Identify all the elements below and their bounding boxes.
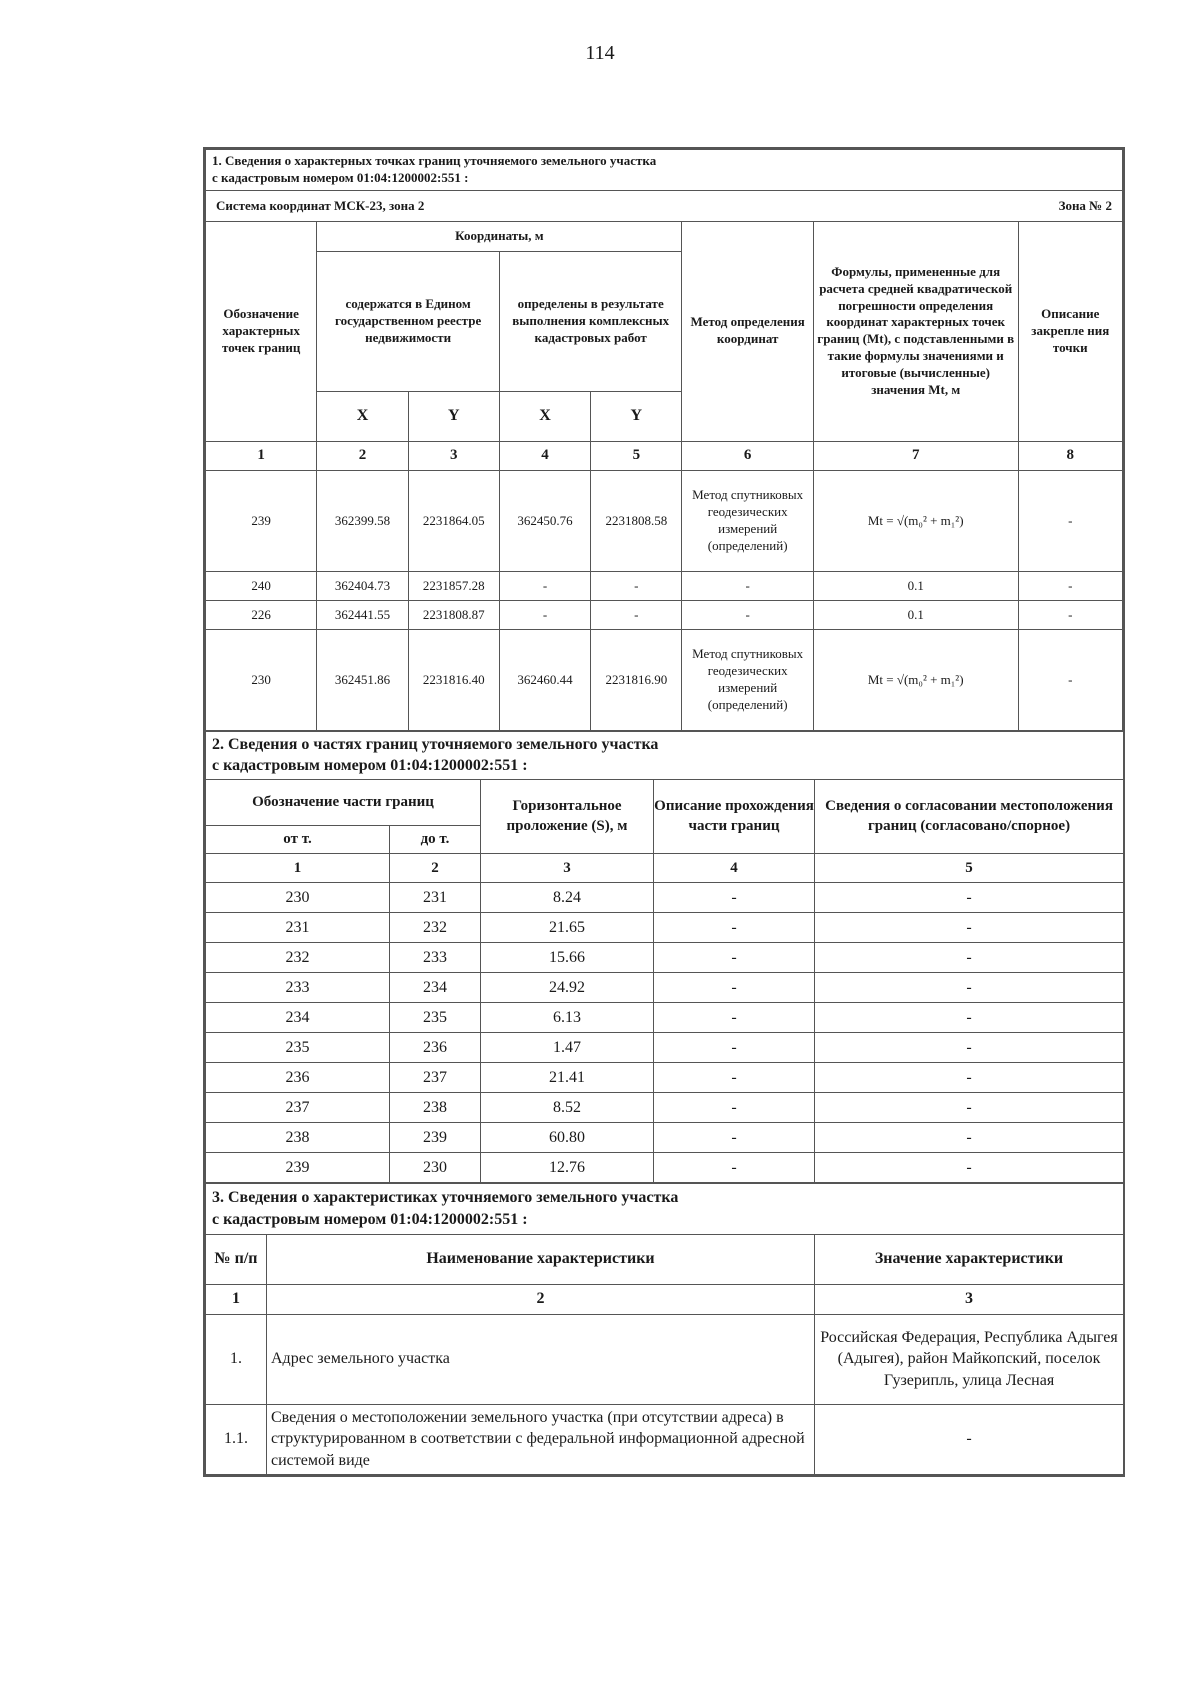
x-determined: - bbox=[499, 600, 590, 629]
to-point: 232 bbox=[390, 913, 481, 943]
section2-title-line2: с кадастровым номером 01:04:1200002:551 : bbox=[212, 756, 528, 774]
description: - bbox=[654, 973, 815, 1003]
to-point: 238 bbox=[390, 1093, 481, 1123]
col-number: 2 bbox=[267, 1284, 815, 1314]
characteristics-table bbox=[205, 1183, 1124, 1474]
x-registry: 362404.73 bbox=[317, 571, 408, 600]
section3-title bbox=[206, 1184, 1124, 1234]
header-coords: Координаты, м bbox=[317, 221, 682, 251]
from-point: 232 bbox=[206, 943, 390, 973]
to-point: 235 bbox=[390, 1003, 481, 1033]
table-row bbox=[206, 1093, 1124, 1123]
header-x1: X bbox=[317, 391, 408, 441]
y-registry: 2231864.05 bbox=[408, 470, 499, 571]
char-name: Адрес земельного участка bbox=[267, 1314, 815, 1404]
table-row bbox=[206, 883, 1124, 913]
table-row bbox=[206, 1033, 1124, 1063]
description: - bbox=[654, 1033, 815, 1063]
x-determined: 362450.76 bbox=[499, 470, 590, 571]
col-number: 6 bbox=[682, 441, 813, 470]
char-value: - bbox=[815, 1404, 1124, 1474]
col-number: 5 bbox=[815, 854, 1124, 883]
col-number: 2 bbox=[317, 441, 408, 470]
method: Метод спутниковых геодезических измерений (определений) bbox=[682, 629, 813, 730]
agreement: - bbox=[815, 1153, 1124, 1183]
agreement: - bbox=[815, 913, 1124, 943]
method: - bbox=[682, 571, 813, 600]
length: 60.80 bbox=[481, 1123, 654, 1153]
header-determined: определены в результате выполнения комплексных кадастровых работ bbox=[499, 251, 682, 391]
from-point: 231 bbox=[206, 913, 390, 943]
fixing: - bbox=[1018, 571, 1122, 600]
from-point: 233 bbox=[206, 973, 390, 1003]
agreement: - bbox=[815, 1003, 1124, 1033]
header-name: Наименование характеристики bbox=[267, 1234, 815, 1284]
header-value: Значение характеристики bbox=[815, 1234, 1124, 1284]
from-point: 235 bbox=[206, 1033, 390, 1063]
to-point: 230 bbox=[390, 1153, 481, 1183]
x-registry: 362399.58 bbox=[317, 470, 408, 571]
section3-title-line2: с кадастровым номером 01:04:1200002:551 : bbox=[212, 1210, 528, 1228]
method: Метод спутниковых геодезических измерений (определений) bbox=[682, 470, 813, 571]
agreement: - bbox=[815, 943, 1124, 973]
y-determined: - bbox=[591, 600, 682, 629]
header-agreement: Сведения о согласовании местоположения границ (согласовано/спорное) bbox=[815, 780, 1124, 854]
description: - bbox=[654, 1123, 815, 1153]
x-registry: 362441.55 bbox=[317, 600, 408, 629]
header-x2: X bbox=[499, 391, 590, 441]
from-point: 236 bbox=[206, 1063, 390, 1093]
fixing: - bbox=[1018, 470, 1122, 571]
table-row bbox=[206, 571, 1123, 600]
header-part: Обозначение части границ bbox=[206, 780, 481, 826]
col-number: 3 bbox=[408, 441, 499, 470]
table-row bbox=[206, 1314, 1124, 1404]
zone-label: Зона № 2 bbox=[1058, 197, 1112, 213]
to-point: 239 bbox=[390, 1123, 481, 1153]
table-row bbox=[206, 1003, 1124, 1033]
description: - bbox=[654, 1003, 815, 1033]
header-from: от т. bbox=[206, 826, 390, 854]
col-number: 1 bbox=[206, 854, 390, 883]
char-name: Сведения о местоположении земельного участка (при отсутствии адреса) в структурированном в соответствии с федеральной информационной адресной системой виде bbox=[267, 1404, 815, 1474]
char-num: 1.1. bbox=[206, 1404, 267, 1474]
col-number: 1 bbox=[206, 441, 317, 470]
table-row bbox=[206, 1123, 1124, 1153]
method: - bbox=[682, 600, 813, 629]
col-number: 5 bbox=[591, 441, 682, 470]
points-table bbox=[205, 149, 1123, 731]
length: 8.52 bbox=[481, 1093, 654, 1123]
page-number: 114 bbox=[585, 42, 615, 64]
y-determined: 2231808.58 bbox=[591, 470, 682, 571]
description: - bbox=[654, 1153, 815, 1183]
header-num: № п/п bbox=[206, 1234, 267, 1284]
description: - bbox=[654, 943, 815, 973]
cadastral-form bbox=[203, 147, 1125, 1477]
agreement: - bbox=[815, 1063, 1124, 1093]
col-number: 2 bbox=[390, 854, 481, 883]
char-num: 1. bbox=[206, 1314, 267, 1404]
length: 24.92 bbox=[481, 973, 654, 1003]
table-row bbox=[206, 470, 1123, 571]
length: 15.66 bbox=[481, 943, 654, 973]
col-number: 3 bbox=[815, 1284, 1124, 1314]
from-point: 238 bbox=[206, 1123, 390, 1153]
description: - bbox=[654, 1063, 815, 1093]
header-y2: Y bbox=[591, 391, 682, 441]
x-determined: 362460.44 bbox=[499, 629, 590, 730]
agreement: - bbox=[815, 1093, 1124, 1123]
header-method: Метод определения координат bbox=[682, 221, 813, 441]
fixing: - bbox=[1018, 600, 1122, 629]
from-point: 239 bbox=[206, 1153, 390, 1183]
table-row bbox=[206, 913, 1124, 943]
formula: 0.1 bbox=[813, 571, 1018, 600]
char-value: Российская Федерация, Республика Адыгея (Адыгея), район Майкопский, поселок Гузерипль, улица Лесная bbox=[815, 1314, 1124, 1404]
section2-title-line1: 2. Сведения о частях границ уточняемого земельного участка bbox=[212, 735, 659, 753]
description: - bbox=[654, 1093, 815, 1123]
table-row bbox=[206, 1063, 1124, 1093]
length: 21.65 bbox=[481, 913, 654, 943]
point-id: 226 bbox=[206, 600, 317, 629]
section2-title bbox=[206, 731, 1124, 780]
table-row bbox=[206, 943, 1124, 973]
agreement: - bbox=[815, 973, 1124, 1003]
to-point: 233 bbox=[390, 943, 481, 973]
coord-system: Система координат МСК-23, зона 2 bbox=[216, 197, 425, 213]
header-point: Обозначение характерных точек границ bbox=[206, 221, 317, 441]
description: - bbox=[654, 883, 815, 913]
section3-title-line1: 3. Сведения о характеристиках уточняемого земельного участка bbox=[212, 1189, 679, 1207]
section1-title-line1: 1. Сведения о характерных точках границ уточняемого земельного участка bbox=[212, 153, 657, 168]
table-row bbox=[206, 1404, 1124, 1474]
y-registry: 2231808.87 bbox=[408, 600, 499, 629]
header-formula: Формулы, примененные для расчета средней квадратической погрешности определения координат характерных точек границ (Mt), с подставленными в такие формулы значениями и итоговые (вычисленные) значения Mt, м bbox=[813, 221, 1018, 441]
description: - bbox=[654, 913, 815, 943]
length: 12.76 bbox=[481, 1153, 654, 1183]
table-row bbox=[206, 600, 1123, 629]
to-point: 231 bbox=[390, 883, 481, 913]
header-y1: Y bbox=[408, 391, 499, 441]
col-number: 3 bbox=[481, 854, 654, 883]
point-id: 240 bbox=[206, 571, 317, 600]
y-determined: 2231816.90 bbox=[591, 629, 682, 730]
table-row bbox=[206, 973, 1124, 1003]
length: 1.47 bbox=[481, 1033, 654, 1063]
formula: Mt = √(m₀² + m₁²) bbox=[813, 629, 1018, 730]
agreement: - bbox=[815, 883, 1124, 913]
x-determined: - bbox=[499, 571, 590, 600]
to-point: 236 bbox=[390, 1033, 481, 1063]
to-point: 237 bbox=[390, 1063, 481, 1093]
length: 21.41 bbox=[481, 1063, 654, 1093]
header-length: Горизонтальное проложение (S), м bbox=[481, 780, 654, 854]
formula: 0.1 bbox=[813, 600, 1018, 629]
col-number: 7 bbox=[813, 441, 1018, 470]
table-row bbox=[206, 1153, 1124, 1183]
from-point: 234 bbox=[206, 1003, 390, 1033]
point-id: 239 bbox=[206, 470, 317, 571]
header-description: Описание прохождения части границ bbox=[654, 780, 815, 854]
col-number: 1 bbox=[206, 1284, 267, 1314]
col-number: 4 bbox=[654, 854, 815, 883]
formula: Mt = √(m₀² + m₁²) bbox=[813, 470, 1018, 571]
coord-system-row bbox=[206, 190, 1123, 221]
header-to: до т. bbox=[390, 826, 481, 854]
parts-table bbox=[205, 731, 1124, 1184]
y-registry: 2231857.28 bbox=[408, 571, 499, 600]
point-id: 230 bbox=[206, 629, 317, 730]
length: 6.13 bbox=[481, 1003, 654, 1033]
y-registry: 2231816.40 bbox=[408, 629, 499, 730]
col-number: 4 bbox=[499, 441, 590, 470]
agreement: - bbox=[815, 1123, 1124, 1153]
agreement: - bbox=[815, 1033, 1124, 1063]
y-determined: - bbox=[591, 571, 682, 600]
length: 8.24 bbox=[481, 883, 654, 913]
x-registry: 362451.86 bbox=[317, 629, 408, 730]
header-registry: содержатся в Едином государственном реестре недвижимости bbox=[317, 251, 500, 391]
section1-title bbox=[206, 150, 1123, 191]
to-point: 234 bbox=[390, 973, 481, 1003]
table-row bbox=[206, 629, 1123, 730]
section1-title-line2: с кадастровым номером 01:04:1200002:551 : bbox=[212, 169, 469, 185]
fixing: - bbox=[1018, 629, 1122, 730]
header-fixing: Описание закрепле ния точки bbox=[1018, 221, 1122, 441]
from-point: 230 bbox=[206, 883, 390, 913]
parts-body bbox=[206, 883, 1124, 1183]
from-point: 237 bbox=[206, 1093, 390, 1123]
col-number: 8 bbox=[1018, 441, 1122, 470]
